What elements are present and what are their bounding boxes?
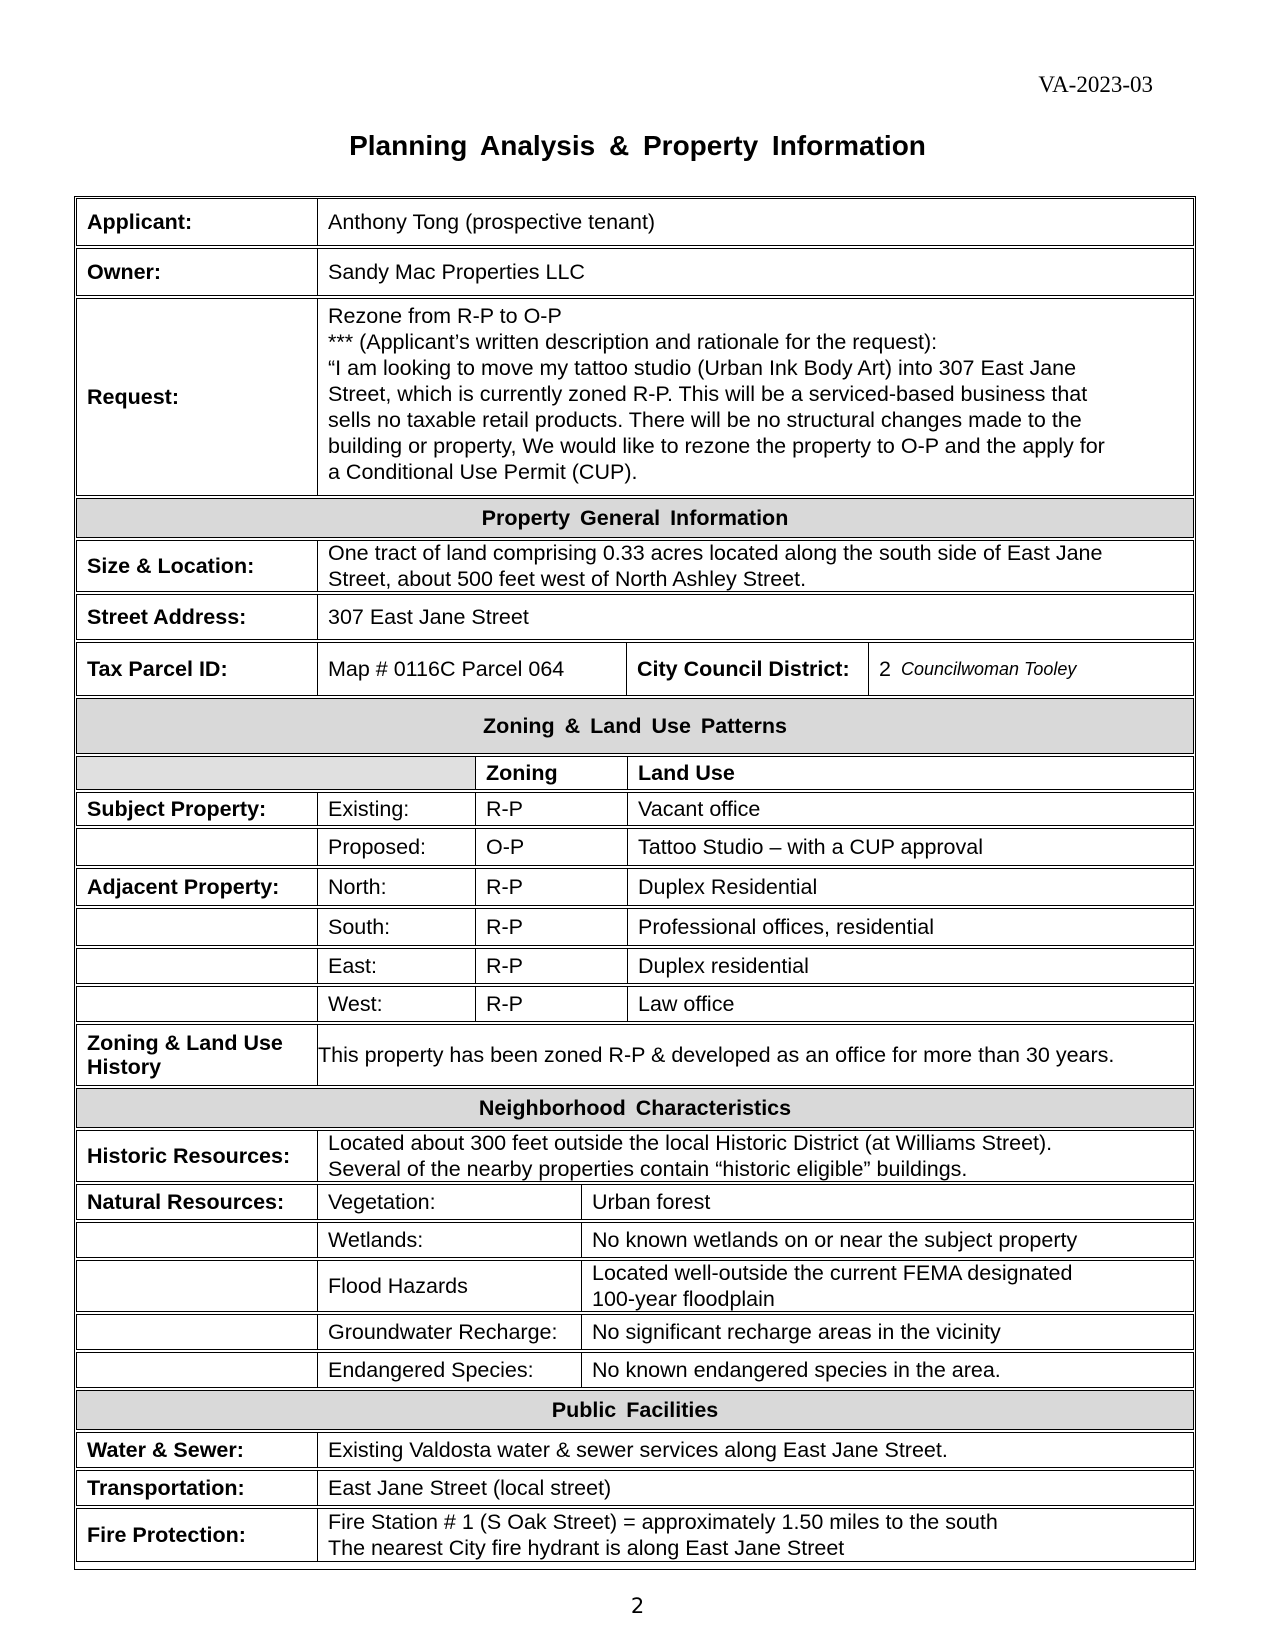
- fire-line: The nearest City fire hydrant is along East Jane Street: [328, 1536, 845, 1560]
- section-property-general: [76, 498, 1194, 538]
- section-header: Neighborhood Characteristics: [77, 1089, 1193, 1127]
- historic-resources-row: [76, 1130, 1194, 1182]
- empty-cell: [77, 909, 317, 945]
- section-neighborhood: [76, 1088, 1194, 1128]
- natural-value: No known endangered species in the area.: [581, 1353, 1193, 1387]
- zoning-direction: Existing:: [317, 793, 475, 825]
- fire-protection-row: [76, 1508, 1194, 1562]
- section-public-facilities: [76, 1390, 1194, 1430]
- section-header: Zoning & Land Use Patterns: [77, 699, 1193, 753]
- natural-value: No known wetlands on or near the subject property: [581, 1223, 1193, 1257]
- adjacent-west-row: [76, 986, 1194, 1022]
- zoning-direction: North:: [317, 869, 475, 905]
- water-sewer-row: [76, 1432, 1194, 1468]
- natural-vegetation-row: [76, 1184, 1194, 1220]
- zoning-direction: West:: [317, 987, 475, 1021]
- transportation-row: [76, 1470, 1194, 1506]
- page-number: 2: [630, 1594, 645, 1618]
- request-line: Street, which is currently zoned R-P. This will be a serviced-based business that: [328, 382, 1088, 406]
- adjacent-east-row: [76, 948, 1194, 984]
- zoning-history-label: [77, 1025, 317, 1085]
- zoning-history-row: [76, 1024, 1194, 1086]
- subject-property-label: Subject Property:: [87, 797, 267, 821]
- zoning-value: R-P: [475, 869, 627, 905]
- zoning-history-label-line: History: [87, 1055, 162, 1079]
- size-location-label: Size & Location:: [87, 554, 255, 578]
- size-location-line: Street, about 500 feet west of North Ashley Street.: [328, 567, 807, 591]
- empty-cell: [77, 987, 317, 1021]
- natural-item: Vegetation:: [317, 1185, 581, 1219]
- owner-row: [76, 248, 1194, 296]
- council-district-value: [868, 643, 1193, 695]
- natural-value: Urban forest: [581, 1185, 1193, 1219]
- empty-cell: [77, 1315, 317, 1349]
- zoning-blank-header: [77, 757, 475, 789]
- natural-value-line: Located well-outside the current FEMA designated: [592, 1261, 1073, 1285]
- applicant-row: [76, 198, 1194, 246]
- page-title: Planning Analysis & Property Information: [349, 130, 926, 161]
- water-sewer-label: Water & Sewer:: [87, 1438, 244, 1462]
- fire-line: Fire Station # 1 (S Oak Street) = approximately 1.50 miles to the south: [328, 1510, 998, 1534]
- historic-line: Several of the nearby properties contain “historic eligible” buildings.: [328, 1157, 968, 1181]
- zoning-column-header: Zoning: [475, 757, 627, 789]
- natural-value: [581, 1261, 1193, 1311]
- street-address-label: Street Address:: [87, 605, 247, 629]
- request-line: Rezone from R-P to O-P: [328, 304, 562, 328]
- land-use-value: Law office: [627, 987, 1193, 1021]
- size-location-line: One tract of land comprising 0.33 acres located along the south side of East Jane: [328, 541, 1103, 565]
- empty-cell: [77, 1261, 317, 1311]
- zoning-history-label-line: Zoning & Land Use: [87, 1031, 283, 1055]
- adjacent-north-row: [76, 868, 1194, 906]
- subject-existing-row: [76, 792, 1194, 826]
- natural-flood-row: [76, 1260, 1194, 1312]
- owner-value: Sandy Mac Properties LLC: [317, 249, 1193, 295]
- document-id: VA-2023-03: [1038, 72, 1153, 97]
- street-address-value: 307 East Jane Street: [317, 595, 1193, 639]
- empty-cell: [77, 949, 317, 983]
- natural-groundwater-row: [76, 1314, 1194, 1350]
- empty-cell: [77, 829, 317, 865]
- zoning-value: R-P: [475, 987, 627, 1021]
- land-use-value: Vacant office: [627, 793, 1193, 825]
- section-zoning: [76, 698, 1194, 754]
- council-district-number: 2: [879, 657, 891, 681]
- natural-endangered-row: [76, 1352, 1194, 1388]
- natural-value-line: 100-year floodplain: [592, 1287, 775, 1311]
- natural-item: Groundwater Recharge:: [317, 1315, 581, 1349]
- empty-cell: [77, 1223, 317, 1257]
- zoning-value: R-P: [475, 793, 627, 825]
- fire-protection-value: [317, 1509, 1193, 1561]
- size-location-value: [317, 541, 1193, 591]
- fire-protection-label: Fire Protection:: [87, 1523, 246, 1547]
- zoning-column-headers: [76, 756, 1194, 790]
- request-line: *** (Applicant’s written description and rationale for the request):: [328, 330, 938, 354]
- tax-parcel-label: Tax Parcel ID:: [87, 657, 228, 681]
- land-use-value: Duplex residential: [627, 949, 1193, 983]
- size-location-row: [76, 540, 1194, 592]
- owner-label: Owner:: [87, 260, 162, 284]
- council-district-label: City Council District:: [626, 643, 868, 695]
- natural-wetlands-row: [76, 1222, 1194, 1258]
- natural-item: Endangered Species:: [317, 1353, 581, 1387]
- land-use-value: Duplex Residential: [627, 869, 1193, 905]
- natural-value: No significant recharge areas in the vicinity: [581, 1315, 1193, 1349]
- zoning-direction: East:: [317, 949, 475, 983]
- historic-resources-label: Historic Resources:: [87, 1144, 291, 1168]
- request-line: sells no taxable retail products. There will be no structural changes made to the: [328, 408, 1082, 432]
- request-row: [76, 298, 1194, 496]
- land-use-value: Professional offices, residential: [627, 909, 1193, 945]
- natural-item: Wetlands:: [317, 1223, 581, 1257]
- adjacent-property-label: Adjacent Property:: [87, 875, 280, 899]
- section-header: Public Facilities: [77, 1391, 1193, 1429]
- council-member: Councilwoman Tooley: [900, 659, 1077, 679]
- request-line: a Conditional Use Permit (CUP).: [328, 460, 638, 484]
- zoning-value: R-P: [475, 909, 627, 945]
- historic-resources-value: [317, 1131, 1193, 1181]
- empty-cell: [77, 1353, 317, 1387]
- request-label: Request:: [87, 385, 179, 409]
- tax-parcel-row: [76, 642, 1194, 696]
- tax-parcel-value: Map # 0116C Parcel 064: [317, 643, 626, 695]
- transportation-label: Transportation:: [87, 1476, 245, 1500]
- applicant-value: Anthony Tong (prospective tenant): [317, 199, 1193, 245]
- zoning-value: O-P: [475, 829, 627, 865]
- zoning-direction: South:: [317, 909, 475, 945]
- zoning-history-value: This property has been zoned R-P & developed as an office for more than 30 years.: [317, 1025, 1193, 1085]
- zoning-value: R-P: [475, 949, 627, 983]
- adjacent-south-row: [76, 908, 1194, 946]
- historic-line: Located about 300 feet outside the local Historic District (at Williams Street).: [328, 1131, 1053, 1155]
- section-header: Property General Information: [77, 499, 1193, 537]
- subject-proposed-row: [76, 828, 1194, 866]
- applicant-label: Applicant:: [87, 210, 193, 234]
- request-line: “I am looking to move my tattoo studio (Urban Ink Body Art) into 307 East Jane: [328, 356, 1077, 380]
- land-use-column-header: Land Use: [627, 757, 1193, 789]
- natural-resources-label: Natural Resources:: [87, 1190, 285, 1214]
- request-text: [317, 299, 1193, 495]
- zoning-direction: Proposed:: [317, 829, 475, 865]
- natural-item: Flood Hazards: [317, 1261, 581, 1311]
- request-line: building or property, We would like to rezone the property to O-P and the apply for: [328, 434, 1105, 458]
- water-sewer-value: Existing Valdosta water & sewer services along East Jane Street.: [317, 1433, 1193, 1467]
- land-use-value: Tattoo Studio – with a CUP approval: [627, 829, 1193, 865]
- street-address-row: [76, 594, 1194, 640]
- transportation-value: East Jane Street (local street): [317, 1471, 1193, 1505]
